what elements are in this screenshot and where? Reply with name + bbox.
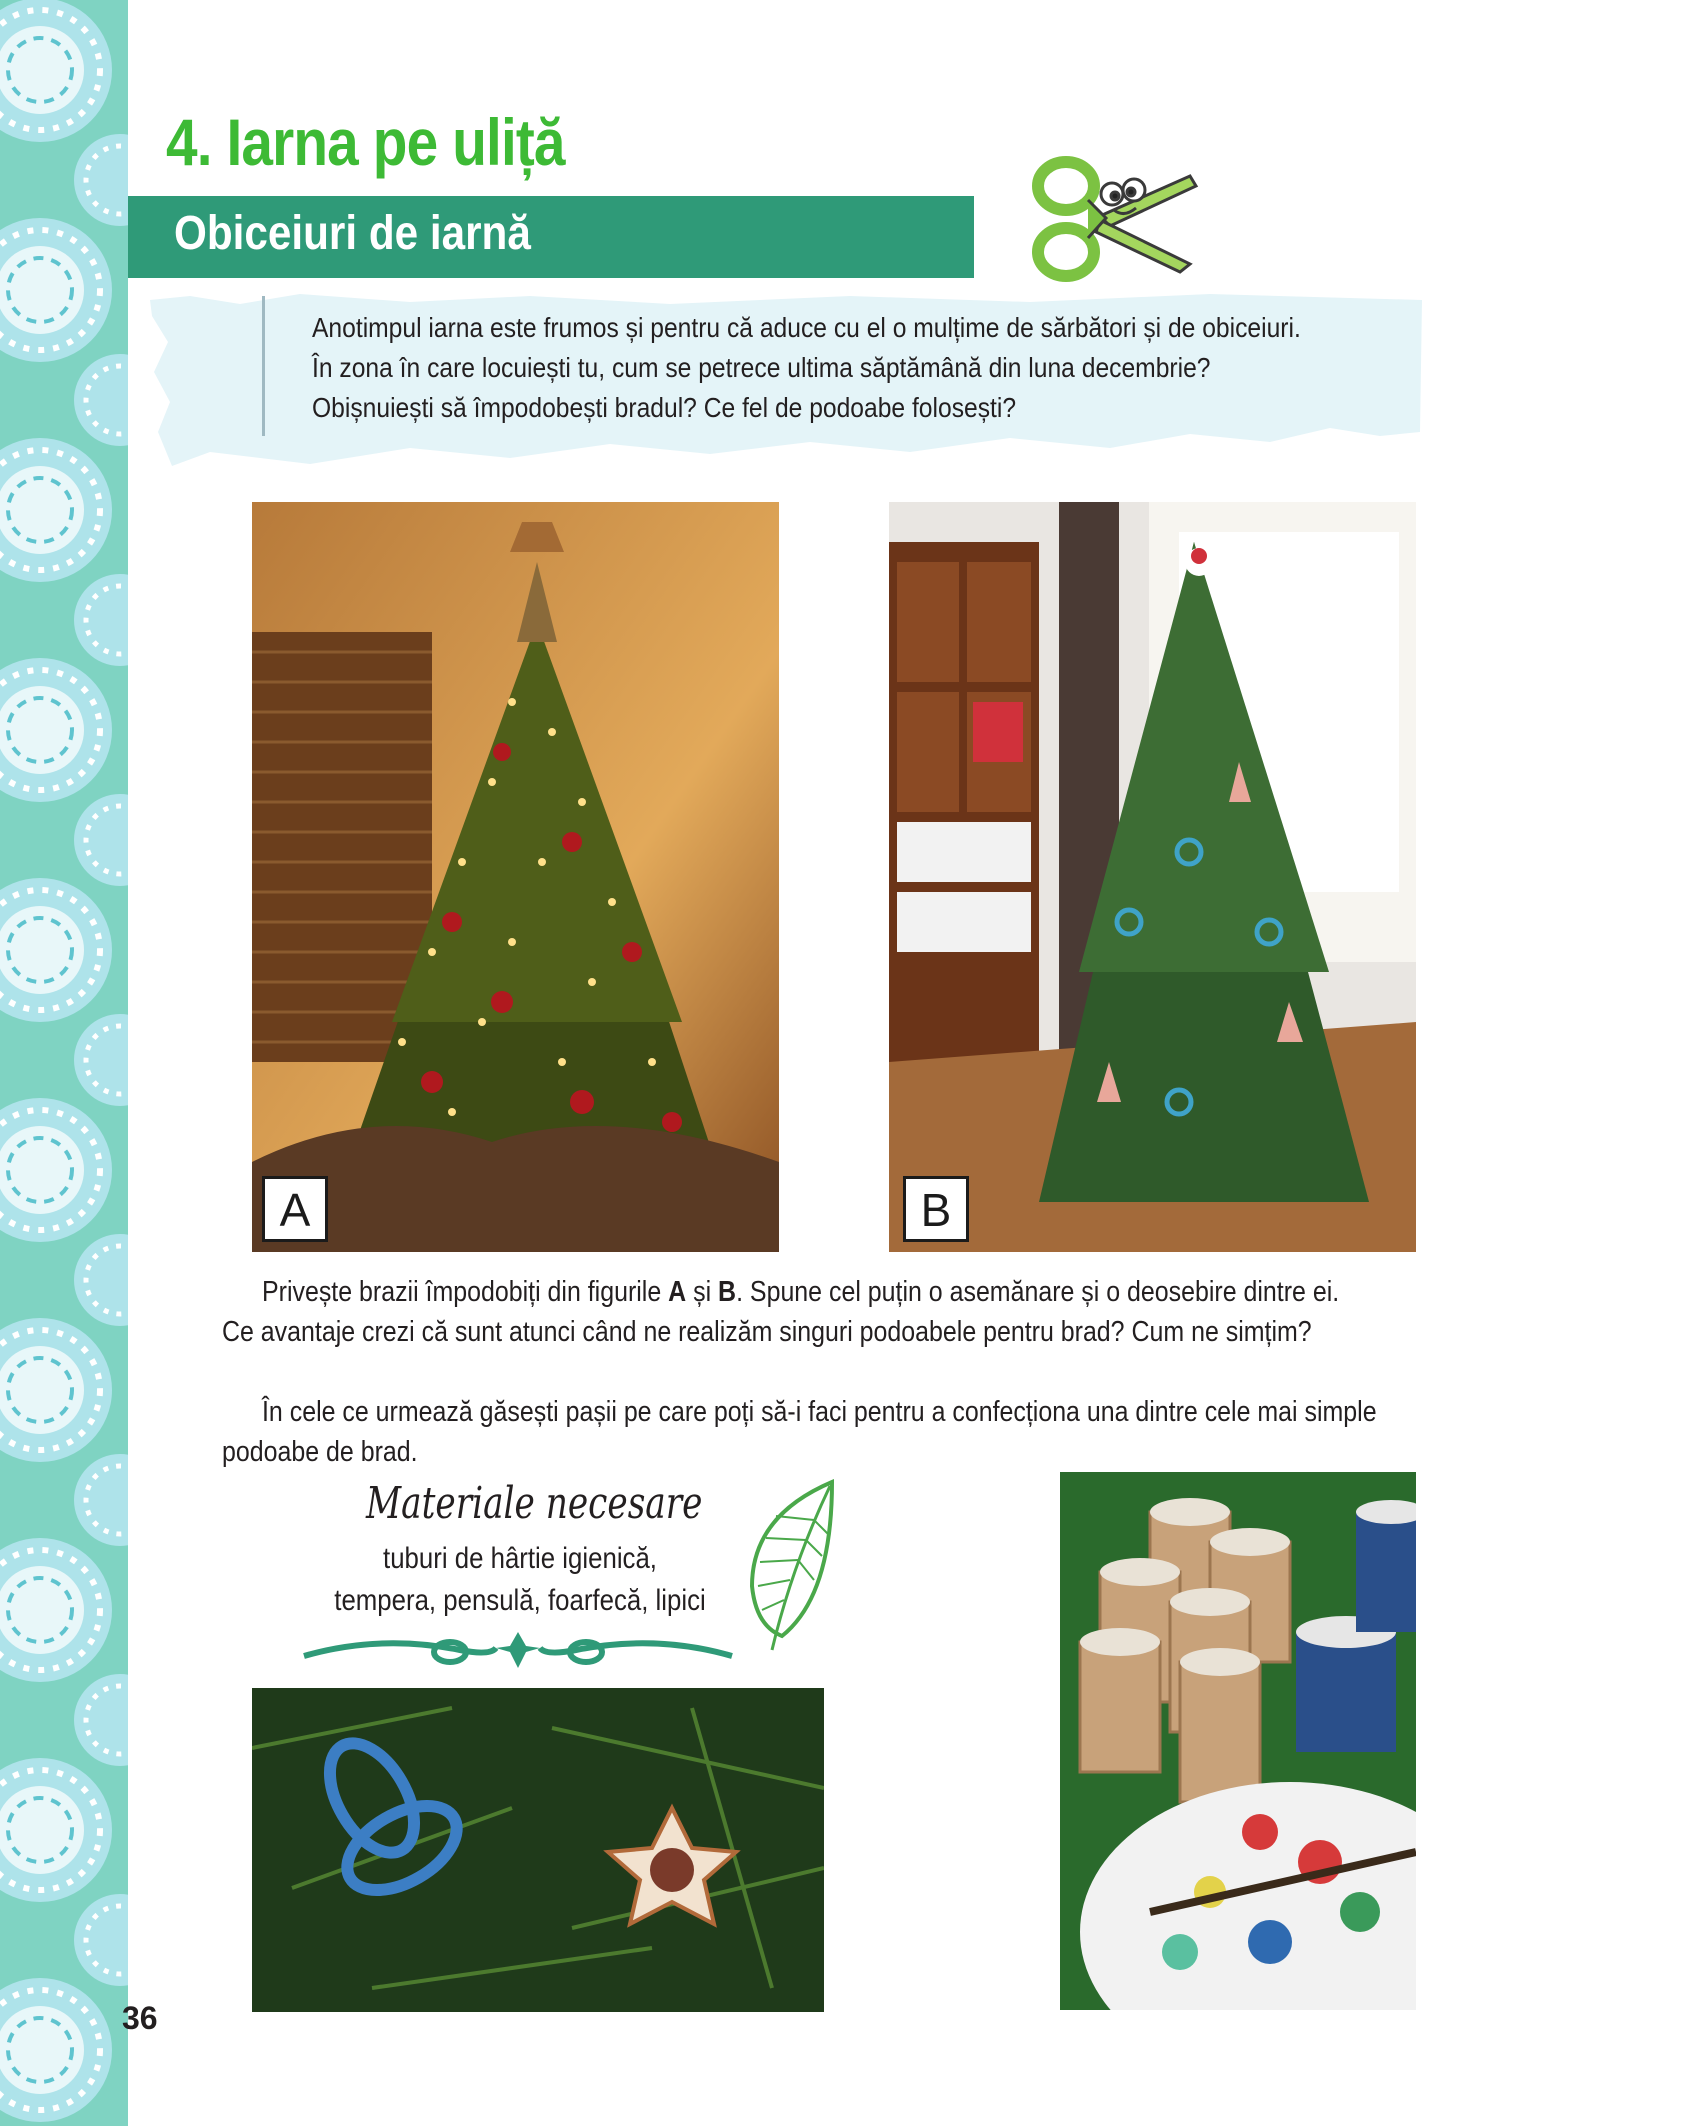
figure-label-b: B [903, 1176, 969, 1242]
figure-label-a: A [262, 1176, 328, 1242]
materials-line: tempera, pensulă, foarfecă, lipici [334, 1584, 706, 1617]
intro-text [312, 308, 1301, 428]
figure-ref-b: B [718, 1276, 737, 1308]
intro-line: Anotimpul iarna este frumos și pentru că aduce cu el o mulțime de sărbători și de obiceiuri. [312, 312, 1301, 343]
photo-tree-a [252, 502, 779, 1252]
intro-line: Obișnuiești să împodobești bradul? Ce fel de podoabe folosești? [312, 392, 1017, 423]
section-title: Obiceiuri de iarnă [174, 207, 531, 260]
paragraph-text: . Spune cel puțin o asemănare și o deosebire dintre ei. [736, 1276, 1340, 1308]
figure-ref-a: A [668, 1276, 687, 1308]
chapter-title: 4. Iarna pe uliță [166, 105, 565, 179]
photo-tree-b [889, 502, 1416, 1252]
materials-heading: Materiale necesare [366, 1478, 703, 1529]
circle-pattern [0, 0, 112, 142]
photo-materials [1060, 1472, 1416, 2010]
photo-ornaments [252, 1688, 824, 2012]
paragraph-text: Privește brazii împodobiți din figurile [262, 1276, 669, 1308]
scissors-icon [1030, 146, 1200, 286]
page-number: 36 [122, 2000, 158, 2036]
paragraph-steps-line2: podoabe de brad. [222, 1436, 418, 1468]
paragraph-compare-line2: Ce avantaje crezi că sunt atunci când ne realizăm singuri podoabele pentru brad? Cum ne simțim? [222, 1316, 1312, 1348]
paragraph-compare-line1 [262, 1272, 1339, 1312]
materials-line: tuburi de hârtie igienică, [383, 1542, 657, 1575]
materials-list [280, 1538, 760, 1622]
decorative-side-band [0, 0, 128, 2126]
paragraph-text: și [686, 1276, 719, 1308]
ornament-divider [300, 1624, 736, 1674]
leaf-icon [742, 1476, 846, 1652]
intro-line: În zona în care locuiești tu, cum se petrece ultima săptămână din luna decembrie? [312, 352, 1211, 383]
paragraph-steps-line1: În cele ce urmează găsești pașii pe care poți să-i faci pentru a confecționa una dintre cele mai simple [262, 1396, 1377, 1428]
